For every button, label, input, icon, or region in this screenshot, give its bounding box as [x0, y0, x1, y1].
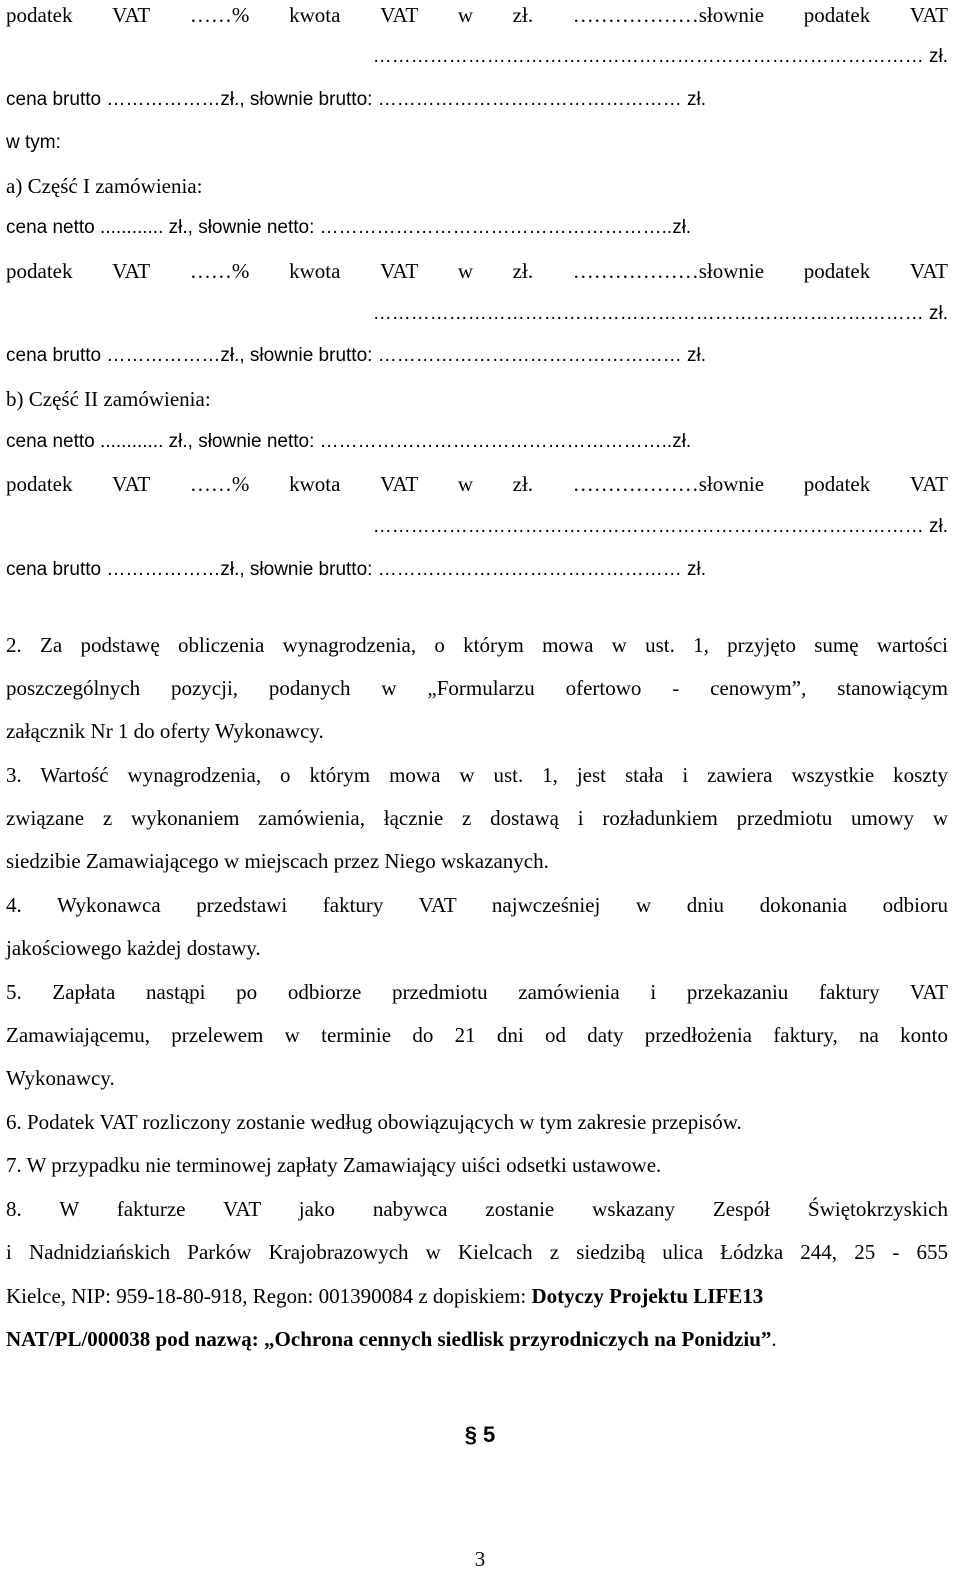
para-8-end: .	[771, 1327, 777, 1351]
word: ………………słownie	[572, 259, 765, 283]
section-mark: § 5	[464, 1422, 496, 1447]
word: zł.	[512, 3, 534, 27]
part-a-vat-tail: …………………………………………………………………………… zł.	[372, 303, 948, 324]
part-a-vat-line	[6, 256, 948, 286]
word: w	[457, 259, 474, 283]
word: kwota	[289, 472, 341, 496]
word: podatek	[803, 259, 871, 283]
word: ……%	[189, 259, 250, 283]
para-4-line-1: 4. Wykonawca przedstawi faktury VAT najwcześniej w dniu dokonania odbioru	[6, 893, 948, 917]
para-4-line-2: jakościowego każdej dostawy.	[6, 936, 261, 960]
para-3-line-2: związane z wykonaniem zamówienia, łącznie z dostawą i rozładunkiem przedmiotu umowy w	[6, 806, 948, 830]
word: zł.	[512, 472, 534, 496]
word: VAT	[112, 259, 151, 283]
para-8-bold-a: Dotyczy Projektu LIFE13	[531, 1284, 764, 1308]
word: VAT	[380, 472, 419, 496]
part-b-vat-line	[6, 469, 948, 499]
part-b-heading: b) Część II zamówienia:	[6, 387, 211, 411]
para-2-line-1: 2. Za podstawę obliczenia wynagrodzenia, o którym mowa w ust. 1, przyjęto sumę wartości	[6, 633, 948, 657]
word: podatek	[803, 472, 871, 496]
para-6: 6. Podatek VAT rozliczony zostanie według obowiązujących w tym zakresie przepisów.	[6, 1110, 742, 1134]
word: w	[457, 472, 474, 496]
para-5-line-2: Zamawiającemu, przelewem w terminie do 21 dni od daty przedłożenia faktury, na konto	[6, 1023, 948, 1047]
word: VAT	[909, 472, 948, 496]
word: w	[457, 3, 474, 27]
para-5-line-1: 5. Zapłata nastąpi po odbiorze przedmiotu zamówienia i przekazaniu faktury VAT	[6, 980, 948, 1004]
word: zł.	[512, 259, 534, 283]
word: ……%	[189, 472, 250, 496]
part-a-brutto: cena brutto ………………zł., słownie brutto: ………………………………………… zł.	[6, 345, 706, 366]
word: VAT	[112, 472, 151, 496]
para-8-line-3-text: Kielce, NIP: 959-18-80-918, Regon: 001390084 z dopiskiem:	[6, 1284, 532, 1308]
total-vat-line	[6, 0, 948, 30]
para-8-bold-b: NAT/PL/000038 pod nazwą: „Ochrona cennych siedlisk przyrodniczych na Ponidziu”	[6, 1327, 772, 1351]
para-8-line-1: 8. W fakturze VAT jako nabywca zostanie wskazany Zespół Świętokrzyskich	[6, 1197, 948, 1221]
part-b-brutto: cena brutto ………………zł., słownie brutto: ………………………………………… zł.	[6, 559, 706, 580]
word: podatek	[6, 3, 73, 27]
word: kwota	[289, 3, 341, 27]
para-8-line-4	[6, 1324, 948, 1354]
para-8-line-2: i Nadnidziańskich Parków Krajobrazowych w Kielcach z siedzibą ulica Łódzka 244, 25 - 655	[6, 1240, 948, 1264]
word: podatek	[6, 472, 73, 496]
part-b-vat-tail: …………………………………………………………………………… zł.	[372, 516, 948, 537]
page-number: 3	[474, 1547, 486, 1571]
part-b-netto: cena netto ............ zł., słownie netto: ………………………………………………..zł.	[6, 431, 692, 452]
word: ………………słownie	[572, 472, 765, 496]
part-a-netto: cena netto ............ zł., słownie netto: ………………………………………………..zł.	[6, 217, 692, 238]
para-8-line-3	[6, 1281, 948, 1311]
word: podatek	[6, 259, 73, 283]
word: VAT	[380, 3, 419, 27]
para-5-line-3: Wykonawcy.	[6, 1066, 115, 1090]
total-vat-tail: …………………………………………………………………………… zł.	[372, 46, 948, 67]
part-a-heading: a) Część I zamówienia:	[6, 174, 203, 198]
in-which-label: w tym:	[6, 132, 61, 153]
para-3-line-3: siedzibie Zamawiającego w miejscach przez Niego wskazanych.	[6, 849, 549, 873]
word: podatek	[803, 3, 871, 27]
para-7: 7. W przypadku nie terminowej zapłaty Zamawiający uiści odsetki ustawowe.	[6, 1153, 662, 1177]
word: VAT	[112, 3, 151, 27]
para-2-line-2: poszczególnych pozycji, podanych w „Formularzu ofertowo - cenowym”, stanowiącym	[6, 676, 948, 700]
para-2-line-3: załącznik Nr 1 do oferty Wykonawcy.	[6, 719, 324, 743]
word: VAT	[909, 3, 948, 27]
word: kwota	[289, 259, 341, 283]
word: ……%	[189, 3, 250, 27]
para-3-line-1: 3. Wartość wynagrodzenia, o którym mowa w ust. 1, jest stała i zawiera wszystkie koszty	[6, 763, 948, 787]
total-brutto: cena brutto ………………zł., słownie brutto: ………………………………………… zł.	[6, 89, 706, 110]
word: VAT	[909, 259, 948, 283]
word: ………………słownie	[572, 3, 765, 27]
word: VAT	[380, 259, 419, 283]
